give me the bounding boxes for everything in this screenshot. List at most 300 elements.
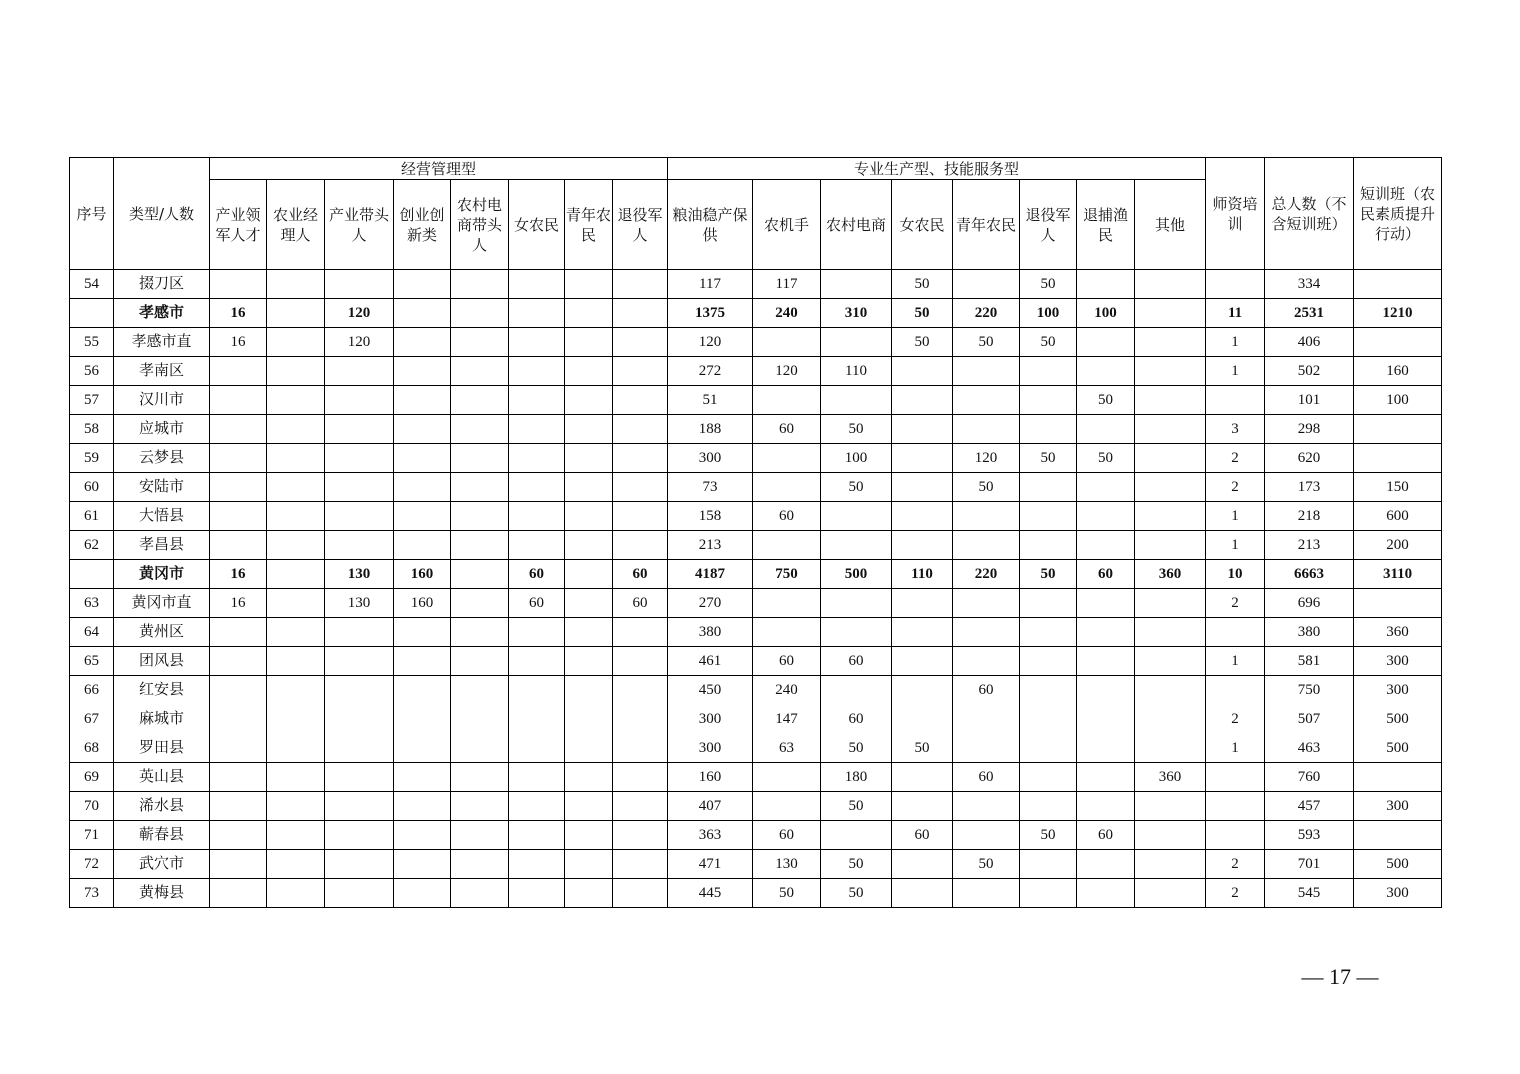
value-cell bbox=[1354, 763, 1442, 792]
value-cell bbox=[821, 531, 892, 560]
value-cell bbox=[753, 328, 821, 357]
value-cell bbox=[210, 473, 267, 502]
value-cell: 380 bbox=[1265, 618, 1354, 647]
value-cell bbox=[210, 734, 267, 763]
value-cell bbox=[953, 618, 1020, 647]
value-cell bbox=[953, 647, 1020, 676]
value-cell bbox=[1077, 647, 1135, 676]
value-cell bbox=[892, 705, 953, 734]
value-cell bbox=[1206, 386, 1265, 415]
value-cell bbox=[1135, 502, 1206, 531]
value-cell bbox=[953, 589, 1020, 618]
value-cell bbox=[1135, 589, 1206, 618]
value-cell bbox=[1077, 415, 1135, 444]
value-cell bbox=[1077, 676, 1135, 705]
value-cell bbox=[394, 676, 451, 705]
value-cell bbox=[953, 502, 1020, 531]
col-header-3: 创业创新类 bbox=[394, 180, 451, 270]
value-cell: 1 bbox=[1206, 502, 1265, 531]
table-row bbox=[70, 270, 1442, 299]
value-cell bbox=[1020, 792, 1077, 821]
value-cell bbox=[267, 444, 325, 473]
value-cell bbox=[613, 415, 668, 444]
value-cell bbox=[753, 763, 821, 792]
value-cell bbox=[892, 879, 953, 908]
seq-cell: 68 bbox=[70, 734, 114, 763]
value-cell: 3110 bbox=[1354, 560, 1442, 589]
seq-cell: 64 bbox=[70, 618, 114, 647]
value-cell bbox=[753, 386, 821, 415]
value-cell: 117 bbox=[753, 270, 821, 299]
value-cell bbox=[1206, 270, 1265, 299]
value-cell: 581 bbox=[1265, 647, 1354, 676]
value-cell bbox=[210, 763, 267, 792]
value-cell bbox=[565, 850, 613, 879]
region-cell: 红安县 bbox=[114, 676, 210, 705]
value-cell: 50 bbox=[821, 792, 892, 821]
seq-cell: 71 bbox=[70, 821, 114, 850]
value-cell: 60 bbox=[753, 821, 821, 850]
value-cell bbox=[1020, 531, 1077, 560]
value-cell bbox=[953, 792, 1020, 821]
value-cell bbox=[451, 502, 509, 531]
value-cell: 50 bbox=[821, 850, 892, 879]
value-cell bbox=[267, 270, 325, 299]
value-cell bbox=[451, 792, 509, 821]
value-cell bbox=[210, 386, 267, 415]
value-cell: 60 bbox=[753, 647, 821, 676]
value-cell: 50 bbox=[953, 850, 1020, 879]
value-cell bbox=[565, 299, 613, 328]
table-row bbox=[70, 444, 1442, 473]
col-header-7: 退役军人 bbox=[613, 180, 668, 270]
value-cell: 160 bbox=[394, 589, 451, 618]
region-cell: 黄冈市 bbox=[114, 560, 210, 589]
value-cell: 750 bbox=[1265, 676, 1354, 705]
value-cell bbox=[565, 792, 613, 821]
col-header-1: 农业经理人 bbox=[267, 180, 325, 270]
value-cell bbox=[394, 792, 451, 821]
value-cell bbox=[565, 879, 613, 908]
value-cell bbox=[565, 270, 613, 299]
value-cell: 220 bbox=[953, 299, 1020, 328]
value-cell: 50 bbox=[953, 328, 1020, 357]
value-cell: 50 bbox=[1020, 821, 1077, 850]
value-cell: 620 bbox=[1265, 444, 1354, 473]
value-cell: 110 bbox=[892, 560, 953, 589]
value-cell bbox=[1077, 328, 1135, 357]
value-cell bbox=[394, 299, 451, 328]
region-cell: 英山县 bbox=[114, 763, 210, 792]
value-cell: 270 bbox=[668, 589, 753, 618]
value-cell bbox=[1135, 821, 1206, 850]
value-cell bbox=[267, 589, 325, 618]
value-cell bbox=[1354, 328, 1442, 357]
value-cell: 1 bbox=[1206, 647, 1265, 676]
value-cell bbox=[451, 299, 509, 328]
value-cell bbox=[1135, 531, 1206, 560]
value-cell bbox=[1135, 299, 1206, 328]
table-row bbox=[70, 705, 1442, 734]
value-cell: 1 bbox=[1206, 328, 1265, 357]
value-cell bbox=[394, 531, 451, 560]
seq-cell: 55 bbox=[70, 328, 114, 357]
value-cell bbox=[953, 270, 1020, 299]
col-header-short-training: 短训班（农民素质提升行动） bbox=[1354, 158, 1442, 270]
value-cell: 100 bbox=[1020, 299, 1077, 328]
value-cell bbox=[1135, 850, 1206, 879]
value-cell: 117 bbox=[668, 270, 753, 299]
value-cell bbox=[892, 618, 953, 647]
value-cell: 50 bbox=[1020, 444, 1077, 473]
region-cell: 应城市 bbox=[114, 415, 210, 444]
value-cell: 60 bbox=[953, 763, 1020, 792]
value-cell: 2 bbox=[1206, 850, 1265, 879]
value-cell bbox=[1020, 705, 1077, 734]
value-cell bbox=[1077, 879, 1135, 908]
seq-cell: 67 bbox=[70, 705, 114, 734]
region-cell: 孝南区 bbox=[114, 357, 210, 386]
value-cell bbox=[1135, 879, 1206, 908]
value-cell bbox=[325, 792, 394, 821]
value-cell bbox=[1077, 270, 1135, 299]
value-cell bbox=[1135, 415, 1206, 444]
value-cell bbox=[1020, 618, 1077, 647]
value-cell bbox=[267, 821, 325, 850]
value-cell bbox=[1135, 386, 1206, 415]
value-cell: 60 bbox=[953, 676, 1020, 705]
value-cell: 507 bbox=[1265, 705, 1354, 734]
region-cell: 武穴市 bbox=[114, 850, 210, 879]
value-cell: 100 bbox=[821, 444, 892, 473]
region-cell: 团风县 bbox=[114, 647, 210, 676]
value-cell bbox=[267, 502, 325, 531]
value-cell: 60 bbox=[509, 560, 565, 589]
value-cell: 3 bbox=[1206, 415, 1265, 444]
value-cell: 380 bbox=[668, 618, 753, 647]
value-cell bbox=[325, 618, 394, 647]
value-cell bbox=[565, 444, 613, 473]
value-cell bbox=[821, 676, 892, 705]
value-cell: 240 bbox=[753, 299, 821, 328]
value-cell: 101 bbox=[1265, 386, 1354, 415]
value-cell bbox=[613, 444, 668, 473]
seq-cell: 62 bbox=[70, 531, 114, 560]
value-cell bbox=[210, 647, 267, 676]
value-cell bbox=[325, 415, 394, 444]
table-row bbox=[70, 647, 1442, 676]
value-cell bbox=[451, 357, 509, 386]
value-cell: 50 bbox=[892, 270, 953, 299]
value-cell bbox=[953, 821, 1020, 850]
value-cell bbox=[753, 618, 821, 647]
value-cell bbox=[892, 792, 953, 821]
value-cell bbox=[613, 531, 668, 560]
value-cell bbox=[451, 647, 509, 676]
value-cell: 2 bbox=[1206, 589, 1265, 618]
region-cell: 黄州区 bbox=[114, 618, 210, 647]
col-header-9: 农机手 bbox=[753, 180, 821, 270]
seq-cell: 61 bbox=[70, 502, 114, 531]
region-cell: 蕲春县 bbox=[114, 821, 210, 850]
seq-cell bbox=[70, 299, 114, 328]
value-cell bbox=[325, 734, 394, 763]
value-cell bbox=[325, 502, 394, 531]
value-cell: 16 bbox=[210, 560, 267, 589]
col-header-15: 其他 bbox=[1135, 180, 1206, 270]
value-cell bbox=[394, 328, 451, 357]
value-cell bbox=[1077, 618, 1135, 647]
value-cell bbox=[892, 444, 953, 473]
value-cell bbox=[1077, 502, 1135, 531]
value-cell bbox=[1354, 589, 1442, 618]
value-cell bbox=[325, 386, 394, 415]
seq-cell: 73 bbox=[70, 879, 114, 908]
value-cell bbox=[1077, 589, 1135, 618]
value-cell: 6663 bbox=[1265, 560, 1354, 589]
value-cell bbox=[267, 357, 325, 386]
value-cell bbox=[613, 618, 668, 647]
value-cell bbox=[451, 560, 509, 589]
value-cell bbox=[451, 531, 509, 560]
col-header-8: 粮油稳产保供 bbox=[668, 180, 753, 270]
seq-cell: 66 bbox=[70, 676, 114, 705]
value-cell bbox=[1020, 386, 1077, 415]
value-cell bbox=[509, 618, 565, 647]
value-cell: 2 bbox=[1206, 705, 1265, 734]
value-cell: 300 bbox=[668, 734, 753, 763]
value-cell bbox=[210, 415, 267, 444]
value-cell bbox=[1135, 328, 1206, 357]
value-cell bbox=[394, 502, 451, 531]
value-cell bbox=[1206, 618, 1265, 647]
value-cell bbox=[1135, 734, 1206, 763]
value-cell bbox=[565, 473, 613, 502]
value-cell bbox=[1206, 792, 1265, 821]
value-cell bbox=[613, 763, 668, 792]
value-cell: 50 bbox=[1020, 560, 1077, 589]
value-cell: 463 bbox=[1265, 734, 1354, 763]
value-cell bbox=[394, 821, 451, 850]
region-cell: 孝感市 bbox=[114, 299, 210, 328]
value-cell bbox=[451, 879, 509, 908]
table-row bbox=[70, 763, 1442, 792]
value-cell bbox=[753, 589, 821, 618]
value-cell: 160 bbox=[1354, 357, 1442, 386]
value-cell bbox=[509, 357, 565, 386]
value-cell: 60 bbox=[509, 589, 565, 618]
value-cell bbox=[1020, 734, 1077, 763]
value-cell bbox=[953, 734, 1020, 763]
col-header-5: 女农民 bbox=[509, 180, 565, 270]
value-cell bbox=[565, 560, 613, 589]
value-cell bbox=[565, 531, 613, 560]
value-cell bbox=[394, 734, 451, 763]
value-cell: 360 bbox=[1135, 560, 1206, 589]
value-cell: 4187 bbox=[668, 560, 753, 589]
col-header-total: 总人数（不含短训班） bbox=[1265, 158, 1354, 270]
value-cell: 60 bbox=[753, 502, 821, 531]
col-header-teacher-training: 师资培训 bbox=[1206, 158, 1265, 270]
value-cell bbox=[509, 705, 565, 734]
table-row bbox=[70, 386, 1442, 415]
value-cell bbox=[1354, 270, 1442, 299]
value-cell bbox=[565, 763, 613, 792]
value-cell bbox=[267, 792, 325, 821]
table-row bbox=[70, 676, 1442, 705]
value-cell bbox=[1077, 357, 1135, 386]
value-cell: 213 bbox=[668, 531, 753, 560]
value-cell bbox=[1077, 763, 1135, 792]
col-header-6: 青年农民 bbox=[565, 180, 613, 270]
value-cell bbox=[394, 879, 451, 908]
value-cell bbox=[394, 705, 451, 734]
value-cell: 300 bbox=[668, 705, 753, 734]
region-cell: 孝昌县 bbox=[114, 531, 210, 560]
value-cell bbox=[451, 618, 509, 647]
seq-cell: 59 bbox=[70, 444, 114, 473]
value-cell: 130 bbox=[753, 850, 821, 879]
value-cell bbox=[509, 502, 565, 531]
value-cell: 110 bbox=[821, 357, 892, 386]
value-cell bbox=[267, 647, 325, 676]
value-cell: 50 bbox=[821, 734, 892, 763]
value-cell bbox=[1354, 415, 1442, 444]
value-cell bbox=[267, 734, 325, 763]
value-cell: 300 bbox=[1354, 676, 1442, 705]
value-cell bbox=[892, 647, 953, 676]
value-cell bbox=[325, 444, 394, 473]
value-cell: 500 bbox=[1354, 850, 1442, 879]
value-cell bbox=[210, 792, 267, 821]
seq-cell bbox=[70, 560, 114, 589]
value-cell: 1 bbox=[1206, 531, 1265, 560]
value-cell bbox=[509, 734, 565, 763]
value-cell bbox=[210, 676, 267, 705]
region-cell: 大悟县 bbox=[114, 502, 210, 531]
value-cell bbox=[509, 328, 565, 357]
value-cell bbox=[394, 444, 451, 473]
value-cell bbox=[1354, 444, 1442, 473]
value-cell bbox=[613, 647, 668, 676]
value-cell: 120 bbox=[668, 328, 753, 357]
value-cell bbox=[509, 299, 565, 328]
value-cell bbox=[267, 618, 325, 647]
value-cell bbox=[210, 618, 267, 647]
value-cell: 50 bbox=[892, 734, 953, 763]
col-header-0: 产业领军人才 bbox=[210, 180, 267, 270]
value-cell: 130 bbox=[325, 589, 394, 618]
value-cell: 300 bbox=[1354, 879, 1442, 908]
value-cell: 1 bbox=[1206, 734, 1265, 763]
value-cell bbox=[821, 589, 892, 618]
col-header-4: 农村电商带头人 bbox=[451, 180, 509, 270]
value-cell bbox=[565, 821, 613, 850]
value-cell bbox=[509, 676, 565, 705]
table-row bbox=[70, 473, 1442, 502]
value-cell bbox=[210, 270, 267, 299]
value-cell bbox=[821, 821, 892, 850]
value-cell bbox=[613, 676, 668, 705]
value-cell bbox=[325, 647, 394, 676]
value-cell: 50 bbox=[1020, 328, 1077, 357]
value-cell bbox=[613, 299, 668, 328]
value-cell bbox=[565, 676, 613, 705]
table-row bbox=[70, 734, 1442, 763]
value-cell bbox=[325, 473, 394, 502]
value-cell: 60 bbox=[753, 415, 821, 444]
value-cell bbox=[267, 763, 325, 792]
value-cell bbox=[1077, 531, 1135, 560]
value-cell: 2 bbox=[1206, 444, 1265, 473]
value-cell: 120 bbox=[325, 299, 394, 328]
value-cell bbox=[613, 328, 668, 357]
value-cell bbox=[451, 415, 509, 444]
value-cell: 600 bbox=[1354, 502, 1442, 531]
seq-cell: 54 bbox=[70, 270, 114, 299]
value-cell bbox=[565, 328, 613, 357]
value-cell: 500 bbox=[1354, 734, 1442, 763]
value-cell bbox=[509, 444, 565, 473]
region-cell: 麻城市 bbox=[114, 705, 210, 734]
value-cell bbox=[509, 473, 565, 502]
value-cell bbox=[953, 879, 1020, 908]
value-cell: 220 bbox=[953, 560, 1020, 589]
value-cell bbox=[892, 357, 953, 386]
value-cell bbox=[210, 444, 267, 473]
value-cell: 696 bbox=[1265, 589, 1354, 618]
value-cell: 200 bbox=[1354, 531, 1442, 560]
value-cell bbox=[210, 879, 267, 908]
seq-cell: 70 bbox=[70, 792, 114, 821]
value-cell bbox=[1135, 473, 1206, 502]
value-cell bbox=[451, 473, 509, 502]
value-cell bbox=[267, 415, 325, 444]
value-cell bbox=[1020, 763, 1077, 792]
seq-cell: 69 bbox=[70, 763, 114, 792]
value-cell bbox=[892, 676, 953, 705]
value-cell: 360 bbox=[1354, 618, 1442, 647]
value-cell: 750 bbox=[753, 560, 821, 589]
value-cell bbox=[1020, 850, 1077, 879]
value-cell: 158 bbox=[668, 502, 753, 531]
value-cell bbox=[1135, 705, 1206, 734]
col-header-type: 类型/人数 bbox=[114, 158, 210, 270]
value-cell: 60 bbox=[1077, 560, 1135, 589]
value-cell bbox=[1020, 676, 1077, 705]
value-cell: 272 bbox=[668, 357, 753, 386]
value-cell bbox=[394, 647, 451, 676]
value-cell: 445 bbox=[668, 879, 753, 908]
value-cell: 213 bbox=[1265, 531, 1354, 560]
region-cell: 汉川市 bbox=[114, 386, 210, 415]
value-cell bbox=[325, 763, 394, 792]
value-cell bbox=[509, 270, 565, 299]
value-cell bbox=[1135, 270, 1206, 299]
value-cell bbox=[509, 792, 565, 821]
value-cell: 310 bbox=[821, 299, 892, 328]
seq-cell: 72 bbox=[70, 850, 114, 879]
value-cell bbox=[821, 618, 892, 647]
value-cell bbox=[565, 589, 613, 618]
col-header-12: 青年农民 bbox=[953, 180, 1020, 270]
value-cell bbox=[613, 386, 668, 415]
value-cell: 16 bbox=[210, 589, 267, 618]
value-cell bbox=[953, 705, 1020, 734]
value-cell bbox=[1020, 879, 1077, 908]
value-cell bbox=[451, 589, 509, 618]
value-cell: 100 bbox=[1077, 299, 1135, 328]
